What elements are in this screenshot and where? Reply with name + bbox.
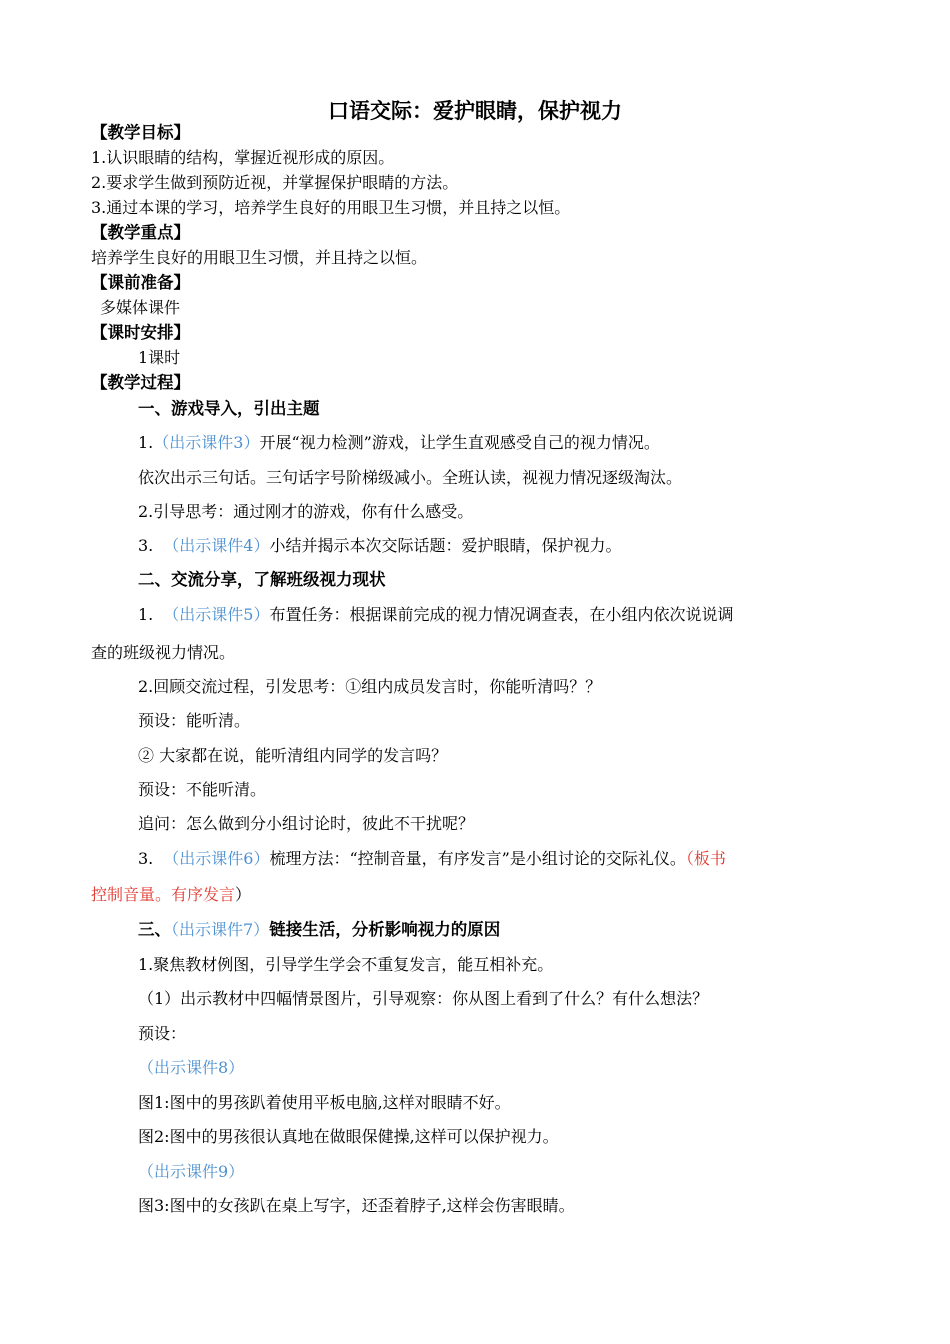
item-number: 3. [138,849,154,868]
part3-title-text: 链接生活，分析影响视力的原因 [269,920,501,939]
part3-title [138,919,500,941]
item-number: 3. [138,536,154,555]
figure-3-description: 图3:图中的女孩趴在桌上写字，还歪着脖子,这样会伤害眼睛。 [138,1196,575,1215]
courseware-cue: （出示课件3） [153,433,260,452]
board-note-text: 控制音量。有序发言 [91,885,236,904]
board-note-close: ） [235,885,252,904]
objective-item-1: 1.认识眼睛的结构，掌握近视形成的原因。 [91,148,395,167]
key-points-heading: 【教学重点】 [91,223,190,242]
objectives-heading: 【教学目标】 [91,123,190,142]
figure-2-description: 图2:图中的男孩很认真地在做眼保健操,这样可以保护视力。 [138,1127,559,1146]
part2-item-1-continued: 查的班级视力情况。 [91,643,236,662]
part1-item-1 [138,432,660,454]
part2-item-3-continued [91,884,251,906]
item-text: 开展“视力检测”游戏，让学生直观感受自己的视力情况。 [259,433,660,452]
part2-item-3 [138,848,726,870]
schedule-heading: 【课时安排】 [91,323,190,342]
part2-follow-up: 追问：怎么做到分小组讨论时，彼此不干扰呢？ [138,814,475,833]
schedule-text: 1课时 [138,348,181,367]
part3-preset: 预设： [138,1024,187,1043]
part2-preset-2: 预设：不能听清。 [138,780,267,799]
part3-item-1: 1.聚焦教材例图，引导学生学会不重复发言，能互相补充。 [138,955,554,974]
part1-item-2: 2.引导思考：通过刚才的游戏，你有什么感受。 [138,502,474,521]
courseware-cue: （出示课件8） [138,1058,245,1077]
courseware-cue: （出示课件7） [171,920,270,939]
item-number: 1. [138,605,154,624]
preparation-heading: 【课前准备】 [91,273,190,292]
part3-cue-9 [138,1161,244,1183]
courseware-cue: （出示课件9） [138,1162,245,1181]
part1-item-3 [138,535,621,557]
part1-title: 一、游戏导入，引出主题 [138,399,320,418]
part2-question-2: ② 大家都在说，能听清组内同学的发言吗？ [138,746,448,765]
part2-preset-1: 预设：能听清。 [138,711,251,730]
courseware-cue: （出示课件4） [163,536,270,555]
objective-item-3: 3.通过本课的学习，培养学生良好的用眼卫生习惯，并且持之以恒。 [91,198,571,217]
part2-item-2: 2.回顾交流过程，引发思考：①组内成员发言时，你能听清吗？？ [138,677,602,696]
item-text: 梳理方法：“控制音量，有序发言”是小组讨论的交际礼仪。 [269,849,686,868]
process-heading: 【教学过程】 [91,373,190,392]
item-number: 1. [138,433,154,452]
part2-item-1 [138,604,733,626]
courseware-cue: （出示课件6） [163,849,270,868]
board-note-open: （板书 [685,849,726,868]
part2-title: 二、交流分享，了解班级视力现状 [138,570,386,589]
key-points-text: 培养学生良好的用眼卫生习惯，并且持之以恒。 [91,248,428,267]
page-title: 口语交际：爱护眼睛，保护视力 [328,99,622,123]
part3-subitem-1: （1）出示教材中四幅情景图片，引导观察：你从图上看到了什么？有什么想法？ [138,989,709,1008]
part1-paragraph-2: 依次出示三句话。三句话字号阶梯级减小。全班认读，视视力情况逐级淘汰。 [138,468,683,487]
preparation-text: 多媒体课件 [100,298,181,317]
figure-1-description: 图1:图中的男孩趴着使用平板电脑,这样对眼睛不好。 [138,1093,511,1112]
courseware-cue: （出示课件5） [163,605,270,624]
item-text: 布置任务：根据课前完成的视力情况调查表，在小组内依次说说调 [269,605,734,624]
part3-cue-8 [138,1057,244,1079]
part3-title-prefix: 三、 [138,920,171,939]
objective-item-2: 2.要求学生做到预防近视，并掌握保护眼睛的方法。 [91,173,459,192]
item-text: 小结并揭示本次交际话题：爱护眼睛，保护视力。 [269,536,622,555]
